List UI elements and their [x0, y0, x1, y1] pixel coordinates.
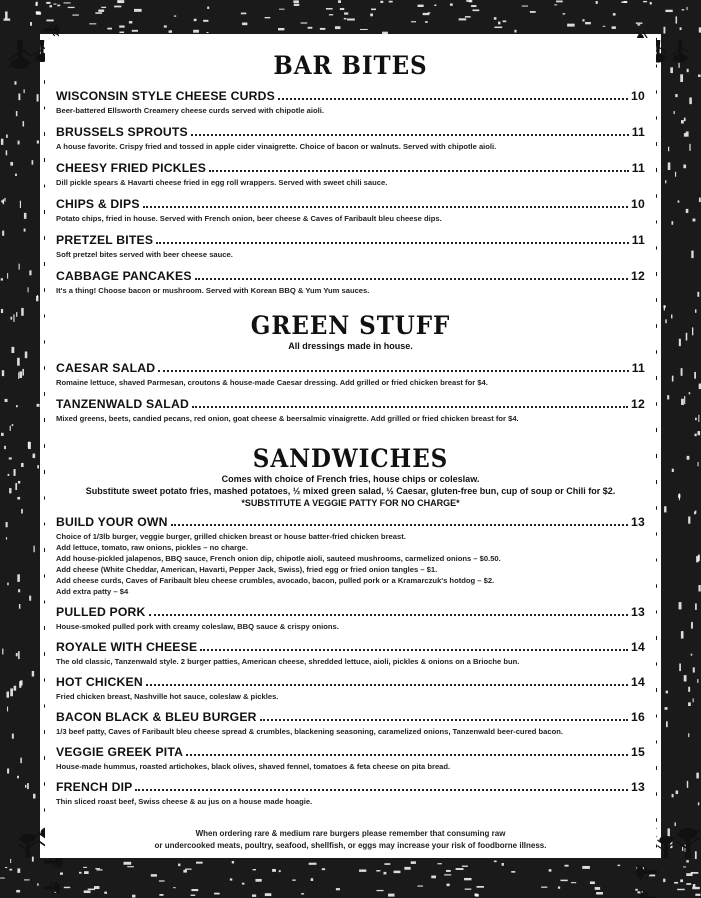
sandwiches-subtitle-2: Substitute sweet potato fries, mashed potatoes, ½ mixed green salad, ½ Caesar, gluten-free bun, cup of soup or Chili for $2. [85, 486, 616, 496]
green-stuff-list [45, 361, 645, 424]
item-name: PULLED PORK [56, 605, 146, 619]
dot-leader [200, 649, 628, 651]
dot-leader [192, 406, 628, 408]
item-description: House-smoked pulled pork with creamy coleslaw, BBQ sauce & crispy onions. [56, 622, 339, 631]
build-option-line: Add house-pickled jalapenos, BBQ sauce, French onion dip, chipotle aioli, sauteed mushrooms, carmelized onions – $0.50. [56, 554, 501, 563]
dot-leader [158, 370, 628, 372]
item-description: Potato chips, fried in house. Served with French onion, beer cheese & Caves of Faribault bleu cheese dips. [56, 214, 442, 223]
item-description: A house favorite. Crispy fried and tossed in apple cider vinaigrette. Choice of bacon or walnuts. Served with chipotle aioli. [56, 142, 497, 151]
sandwiches-subtitle-1: Comes with choice of French fries, house chips or coleslaw. [221, 474, 480, 484]
sandwiches-list [45, 515, 645, 807]
footer-disclaimer [45, 828, 656, 852]
item-description: Dill pickle spears & Havarti cheese fried in egg roll wrappers. Served with sweet chili sauce. [56, 178, 388, 187]
dot-leader [171, 524, 628, 526]
item-description: Soft pretzel bites served with beer cheese sauce. [56, 250, 233, 259]
item-price: 13 [631, 780, 645, 794]
menu-item-tanzenwald-salad [56, 397, 645, 424]
dot-leader [156, 242, 629, 244]
item-name: CHIPS & DIPS [56, 197, 140, 211]
green-stuff-subtitle: All dressings made in house. [288, 341, 413, 351]
item-name: HOT CHICKEN [56, 675, 143, 689]
dot-leader [146, 684, 628, 686]
menu-item-build-your-own [56, 515, 645, 597]
menu-item-hot-chicken [56, 675, 645, 702]
item-description: Fried chicken breast, Nashville hot sauce, coleslaw & pickles. [56, 692, 279, 701]
menu-item-veggie-greek-pita [56, 745, 645, 772]
dot-leader [186, 754, 628, 756]
menu-item-caesar-salad [56, 361, 645, 388]
menu-item-pretzel-bites [56, 233, 645, 260]
green-stuff-section [45, 312, 656, 424]
item-price: 11 [631, 233, 645, 247]
item-price: 13 [631, 515, 645, 529]
item-name: ROYALE WITH CHEESE [56, 640, 198, 654]
item-description: Beer-battered Ellsworth Creamery cheese curds served with chipotle aioli. [56, 106, 324, 115]
build-option-line: Add lettuce, tomato, raw onions, pickles – no charge. [56, 543, 248, 552]
section-title-green-stuff: GREEN STUFF [250, 311, 451, 340]
menu-item-pulled-pork [56, 605, 645, 632]
item-price: 12 [631, 397, 645, 411]
build-option-line: Add cheese (White Cheddar, American, Havarti, Pepper Jack, Swiss), fried egg or fried onion tangles – $1. [56, 565, 438, 574]
item-name: CHEESY FRIED PICKLES [56, 161, 207, 175]
dot-leader [195, 278, 628, 280]
footer-line-1: When ordering rare & medium rare burgers please remember that consuming raw [195, 829, 506, 838]
menu-item-cabbage-pancakes [56, 269, 645, 296]
item-price: 11 [631, 125, 645, 139]
item-description: Romaine lettuce, shaved Parmesan, croutons & house-made Caesar dressing. Add grilled or fried chicken breast for $4. [56, 378, 488, 387]
sandwiches-section [45, 445, 656, 807]
item-description: It's a thing! Choose bacon or mushroom. Served with Korean BBQ & Yum Yum sauces. [56, 286, 370, 295]
item-name: CAESAR SALAD [56, 361, 156, 375]
item-price: 11 [631, 361, 645, 375]
item-name: WISCONSIN STYLE CHEESE CURDS [56, 89, 275, 103]
dot-leader [209, 170, 629, 172]
dot-leader [143, 206, 628, 208]
item-price: 14 [631, 675, 645, 689]
build-option-line: Add extra patty – $4 [56, 587, 129, 596]
section-title-bar-bites: BAR BITES [273, 51, 428, 80]
item-name: FRENCH DIP [56, 780, 133, 794]
item-description: 1/3 beef patty, Caves of Faribault bleu cheese spread & crumbles, blackening seasoning, caramelized onions, Tanzenwald beer-cured bacon. [56, 727, 563, 736]
menu-item-french-dip [56, 780, 645, 807]
item-name: BRUSSELS SPROUTS [56, 125, 188, 139]
item-description: Thin sliced roast beef, Swiss cheese & au jus on a house made hoagie. [56, 797, 313, 806]
item-price: 15 [631, 745, 645, 759]
bar-bites-list [45, 89, 645, 296]
item-price: 10 [631, 89, 645, 103]
build-option-line: Add cheese curds, Caves of Faribault bleu cheese crumbles, avocado, bacon, pulled pork or a Kramarczuk's hotdog – $2. [56, 576, 495, 585]
menu-item-cheesy-fried-pickles [56, 161, 645, 188]
item-name: TANZENWALD SALAD [56, 397, 189, 411]
item-price: 10 [631, 197, 645, 211]
item-name: PRETZEL BITES [56, 233, 154, 247]
menu-item-royale-with-cheese [56, 640, 645, 667]
item-name: BUILD YOUR OWN [56, 515, 168, 529]
item-name: BACON BLACK & BLEU BURGER [56, 710, 257, 724]
section-title-sandwiches: SANDWICHES [252, 444, 449, 473]
dot-leader [149, 614, 628, 616]
dot-leader [191, 134, 629, 136]
footer-line-2: or undercooked meats, poultry, seafood, shellfish, or eggs may increase your risk of foodborne illness. [154, 841, 547, 850]
build-option-line: Choice of 1/3lb burger, veggie burger, grilled chicken breast or house batter-fried chicken breast. [56, 532, 406, 541]
menu-item-bacon-black-bleu-burger [56, 710, 645, 737]
item-description: House-made hummus, roasted artichokes, black olives, shaved fennel, tomatoes & feta cheese on pita bread. [56, 762, 451, 771]
item-price: 13 [631, 605, 645, 619]
item-name: CABBAGE PANCAKES [56, 269, 192, 283]
item-description: The old classic, Tanzenwald style. 2 burger patties, American cheese, shredded lettuce, aioli, pickles & onions on a Brioche bun. [56, 657, 520, 666]
menu-item-wisconsin-style-cheese-curds [56, 89, 645, 116]
menu-item-chips-dips [56, 197, 645, 224]
item-price: 12 [631, 269, 645, 283]
item-description: Mixed greens, beets, candied pecans, red onion, goat cheese & beersalmic vinaigrette. Add grilled or fried chicken breast for $4. [56, 414, 519, 423]
item-price: 11 [631, 161, 645, 175]
sandwiches-subtitle-3: *SUBSTITUTE A VEGGIE PATTY FOR NO CHARGE* [241, 498, 460, 508]
item-description [56, 531, 645, 597]
dot-leader [260, 719, 628, 721]
item-price: 16 [631, 710, 645, 724]
menu-page [45, 38, 656, 858]
dot-leader [135, 789, 628, 791]
item-name: VEGGIE GREEK PITA [56, 745, 184, 759]
dot-leader [278, 98, 628, 100]
menu-item-brussels-sprouts [56, 125, 645, 152]
item-price: 14 [631, 640, 645, 654]
bar-bites-section [45, 52, 656, 296]
